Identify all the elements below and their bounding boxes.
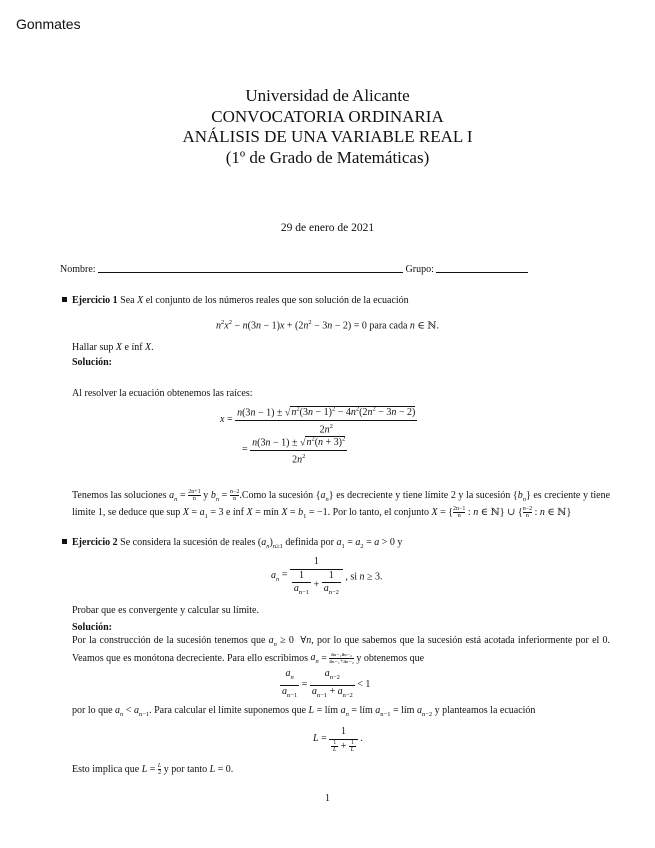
exercise-1-solution-label: Solución: [72,357,113,368]
recurrence-formula: $a_n$ = 1 $\frac{1}{a_{n-1}}$ + $\frac{1}{a_{n-2}}$ , si n ≥ 3. [271,556,383,597]
exercise-1-heading: Ejercicio 1 [72,295,118,306]
recurrence-condition: , si n ≥ 3. [345,571,383,583]
exam-call-title: CONVOCATORIA ORDINARIA [211,106,444,126]
exercise-1-conclusion: Tenemos las soluciones $a_n$ = $\frac{2n+1}{n}$ y $b_n$ = $\frac{n-2}{n}.Como$ la sucesión $\{a_n\}$ es decreciente y tiene límite 2 y la sucesión $\{b_n\}$ es creciente y tiene límite 1, se deduce que sup $X = a_1 = 3$ e ínf X = mín $X = b_1 = -1$. Por lo tanto, el conjunto X = { $\frac{2n-1}{n}$ : n ∈ ℕ} ∪ { $\frac{n-2}{n}$ : n ∈ ℕ} [72,489,611,521]
exercise-2-statement: Ejercicio 2 Se considera la sucesión de reales $(a_n)_{n\ge 1}$ definida por $a_1 = a_2 = a > 0$ y [62,537,602,554]
limit-equation: L = 1 $\frac{1}{L}$ + $\frac{1}{L}$ . [313,726,363,753]
group-label: Grupo: [405,264,434,275]
exercise-2-heading: Ejercicio 2 [72,537,118,548]
name-field[interactable] [98,272,403,273]
watermark: Gonmates [16,16,81,32]
exercise-1-task: Hallar sup X e ínf X. [72,342,154,353]
roots-intro: Al resolver la ecuación obtenemos las raíces: [72,388,253,399]
exam-date: 29 de enero de 2021 [280,222,375,234]
bullet-icon [62,539,67,544]
document-header [0,86,655,168]
exercise-2-paragraph-2: por lo que $a_n < a_{n-1}$. Para calcular el límite suponemos que L = lím $a_n$ = lím $a_{n-1}$ = lím $a_{n-2}$ y planteamos la ecuación [72,705,536,718]
bullet-icon [62,297,67,302]
exercise-2-task: Probar que es convergente y calcular su límite. [72,605,259,616]
exercise-1-statement: Ejercicio 1 Sea X el conjunto de los números reales que son solución de la ecuación [62,295,602,308]
page-number: 1 [325,793,330,804]
name-label: Nombre: [60,264,96,275]
exercise-2-final: Esto implica que L = $\frac{L}{2}$ y por tanto L = 0. [72,763,234,776]
roots-formula: x = $\frac{n(3n - 1) \pm √n^2(3n - 1)^2 - 4n^2(2n^2 - 3n - 2)}{2n^2}$ = $\frac{n(3n - 1) \pm √n^2(n + 3)^2}{2n^2}$ [220,406,416,466]
student-form [60,264,600,275]
exercise-2-paragraph-1: Por la construcción de la sucesión tenemos que $a_n \ge 0$ ∀n, por lo que sabemos que la sucesión está acotada inferiormente por el 0. Veamos que es monótona decreciente. Para ello escribimos $a_n$ = $\frac{\text{aₙ₋₁aₙ₋₂}}{\text{aₙ₋₁+aₙ₋₂}}$ y obtenemos que [72,635,611,666]
exercise-2-solution-label: Solución: [72,622,113,633]
course-title: ANÁLISIS DE UNA VARIABLE REAL I [182,127,473,146]
university-title: Universidad de Alicante [245,86,410,105]
ratio-inequality: $\frac{a_n}{a_{n-1}}$ = $\frac{a_{n-2}}{a_{n-1} + a_{n-2}}$ < 1 [282,668,371,699]
exercise-1-equation: $n^2x^2 - n(3n - 1)x + (2n^2 - 3n - 2) = 0$ para cada n ∈ ℕ. [216,319,439,332]
degree-subtitle: (1º de Grado de Matemáticas) [225,147,430,167]
group-field[interactable] [436,272,528,273]
